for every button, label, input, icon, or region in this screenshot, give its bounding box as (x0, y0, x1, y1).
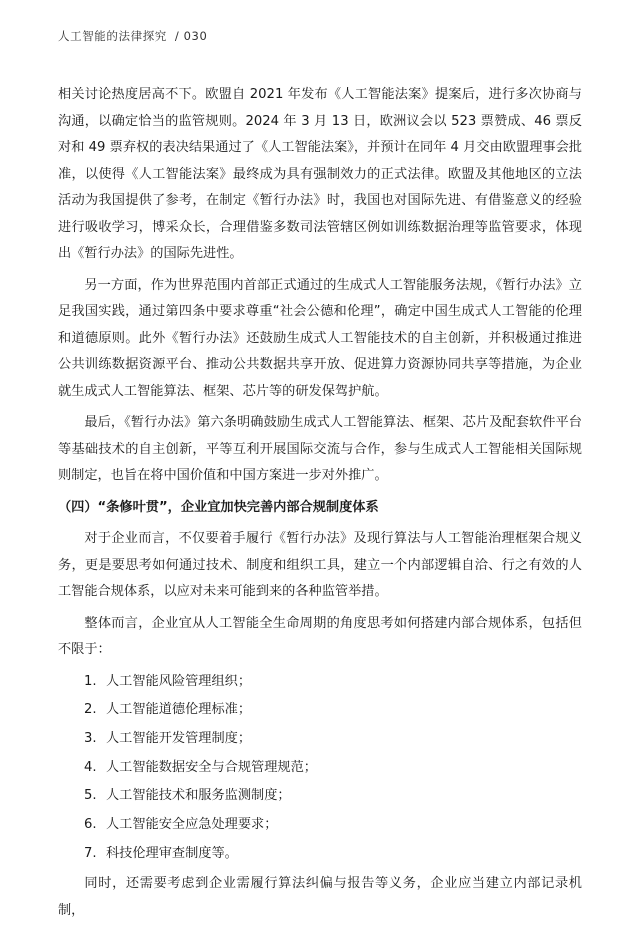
list-item (58, 783, 582, 810)
list-item-text: 人工智能技术和服务监测制度； (106, 788, 291, 804)
paragraph: 整体而言，企业宜从人工智能全生命周期的角度思考如何搭建内部合规体系，包括但不限于： (58, 615, 582, 657)
list-item-number: 3. (84, 730, 97, 746)
list-item-text: 人工智能风险管理组织； (106, 673, 252, 689)
list-item (58, 755, 582, 782)
list-item (58, 697, 582, 724)
running-header (58, 28, 207, 44)
list-item-number: 5. (84, 788, 97, 804)
list-item (58, 726, 582, 753)
list-item-number: 7. (84, 845, 97, 861)
list-item-text: 人工智能道德伦理标准； (106, 702, 252, 718)
list-item (58, 841, 582, 868)
list-item-text: 人工智能数据安全与合规管理规范； (106, 759, 317, 775)
list-item-number: 6. (84, 816, 97, 832)
section-heading: （四）“条修叶贯”，企业宜加快完善内部合规制度体系 (58, 499, 379, 515)
list-item-number: 2. (84, 702, 97, 718)
paragraph: 同时，还需要考虑到企业需履行算法纠偏与报告等义务，企业应当建立内部记录机制， (58, 876, 582, 918)
list-item-text: 人工智能开发管理制度； (106, 730, 252, 746)
paragraph: 相关讨论热度居高不下。欧盟自 2021 年发布《人工智能法案》提案后，进行多次协商与沟通，以确定恰当的监管规则。2024 年 3 月 13 日，欧洲议会以 523 票赞成、46 票反对和 49 票弃权的表决结果通过了《人工智能法案》，并预计在同年 4 月交由欧盟理事会批准，以使得《人工智能法案》最终成为具有强制效力的正式法律。欧盟及其他地区的立法活动为我国提供了参考，在制定《暂行办法》时，我国也对国际先进、有借鉴意义的经验进行吸收学习，博采众长，合理借鉴多数司法管辖区例如训练数据治理等监管要求，体现出《暂行办法》的国际先进性。 (58, 87, 582, 261)
list-item-number: 4. (84, 759, 97, 775)
list-item-text: 人工智能安全应急处理要求； (106, 816, 278, 832)
paragraph: 另一方面，作为世界范围内首部正式通过的生成式人工智能服务法规，《暂行办法》立足我国实践，通过第四条中要求尊重“社会公德和伦理”，确定中国生成式人工智能的伦理和道德原则。此外《暂行办法》还鼓励生成式人工智能技术的自主创新，并积极通过推进公共训练数据资源平台、推动公共数据共享开放、促进算力资源协同共享等措施，为企业就生成式人工智能算法、框架、芯片等的研发保驾护航。 (58, 277, 582, 399)
book-title: 人工智能的法律探究 (58, 29, 167, 43)
list-item-text: 科技伦理审查制度等。 (106, 845, 238, 861)
paragraph: 对于企业而言，不仅要着手履行《暂行办法》及现行算法与人工智能治理框架合规义务，更是要思考如何通过技术、制度和组织工具，建立一个内部逻辑自洽、行之有效的人工智能合规体系，以应对未来可能到来的各种监管举措。 (58, 531, 582, 599)
list-item (58, 669, 582, 696)
compliance-list (58, 669, 582, 868)
paragraph: 最后，《暂行办法》第六条明确鼓励生成式人工智能算法、框架、芯片及配套软件平台等基础技术的自主创新，平等互利开展国际交流与合作，参与生成式人工智能相关国际规则制定，也旨在将中国价值和中国方案进一步对外推广。 (58, 415, 582, 483)
page-number: / 030 (174, 29, 208, 43)
list-item-number: 1. (84, 673, 97, 689)
body-text (58, 82, 582, 929)
list-item (58, 812, 582, 839)
